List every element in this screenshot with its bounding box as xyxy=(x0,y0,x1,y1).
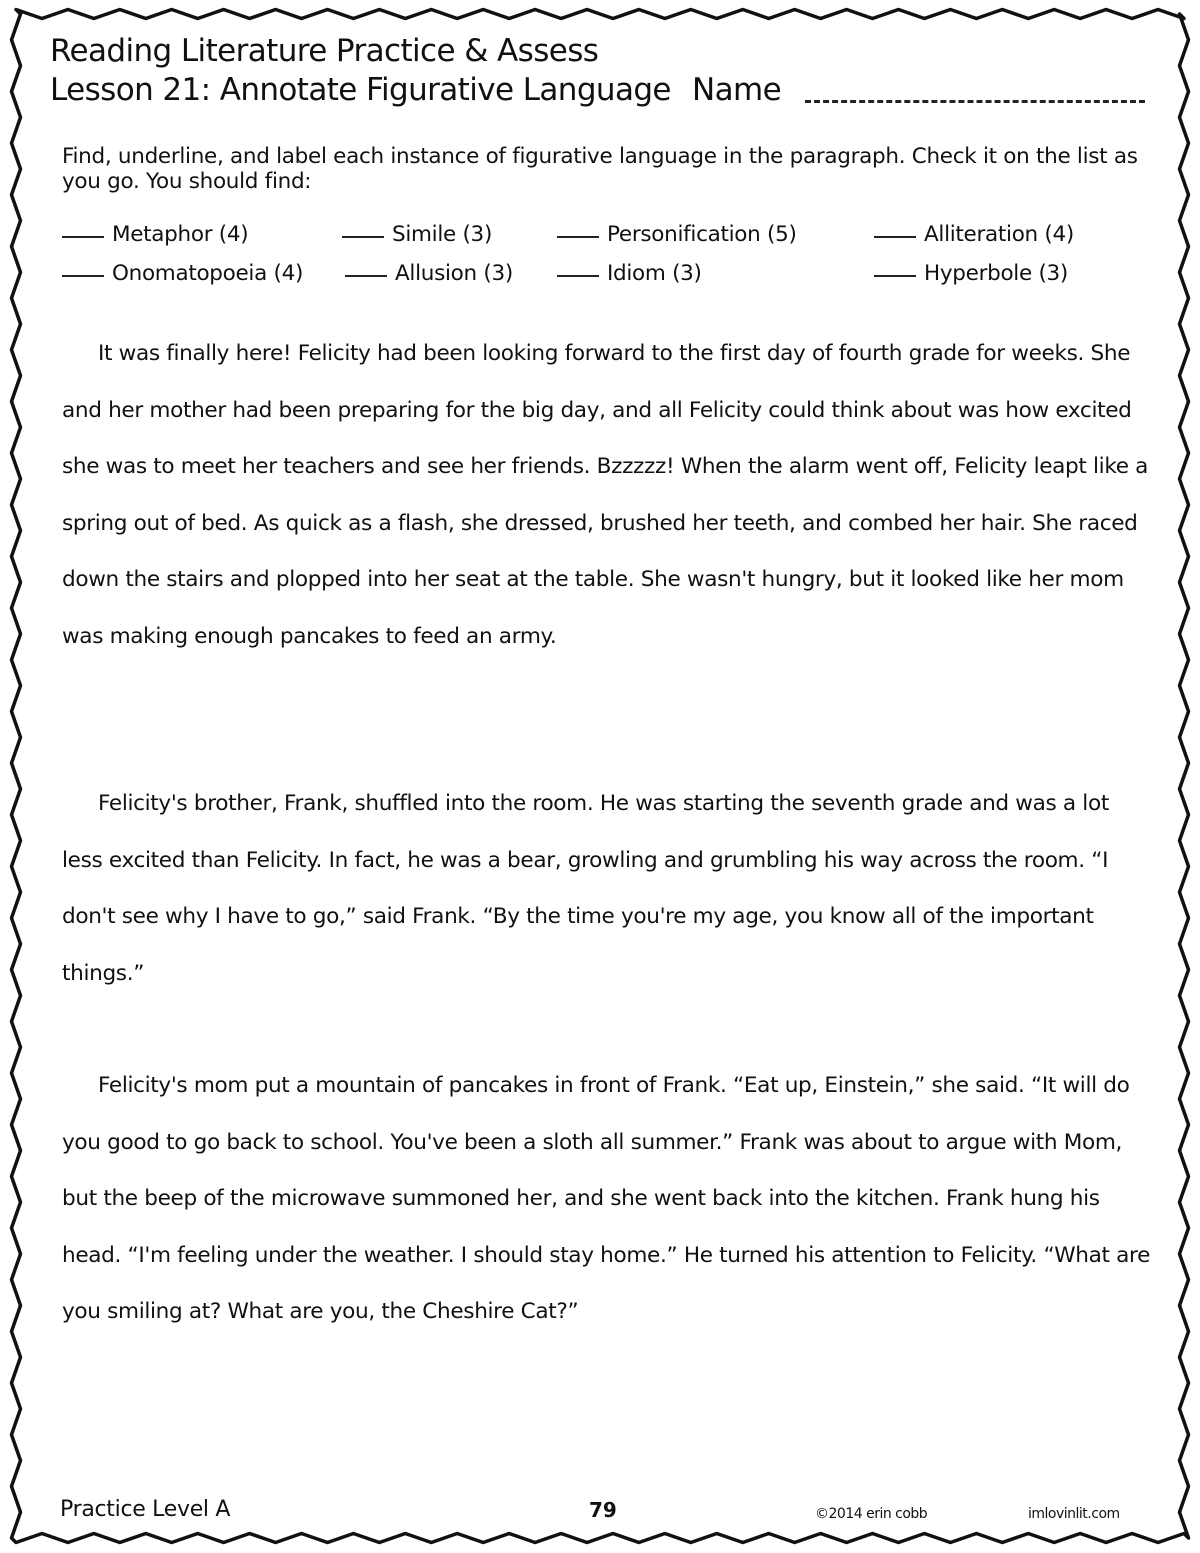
story-paragraph: Felicity's mom put a mountain of pancakes in front of Frank. “Eat up, Einstein,” she said. “It will do you good to go back to school. You've been a sloth all summer.” Frank was about to argue with Mom, but the beep of the microwave summoned her, and she went back into the kitchen. Frank hung his head. “I'm feeling under the weather. I should stay home.” He turned his attention to Felicity. “What are you smiling at? What are you, the Cheshire Cat?” xyxy=(62,1073,1151,1324)
lesson-title-line2: Lesson 21: Annotate Figurative Language xyxy=(50,72,671,108)
checklist-item-personification[interactable] xyxy=(557,221,797,249)
copyright-notice: ©2014 erin cobb xyxy=(815,1506,928,1522)
check-blank[interactable] xyxy=(62,236,104,238)
checklist-label: Allusion (3) xyxy=(395,261,513,286)
checklist-label: Metaphor (4) xyxy=(112,222,249,247)
checklist-label: Simile (3) xyxy=(392,222,493,247)
check-blank[interactable] xyxy=(557,275,599,277)
check-blank[interactable] xyxy=(874,275,916,277)
story-paragraph: Felicity's brother, Frank, shuffled into the room. He was starting the seventh grade and was a lot less excited than Felicity. In fact, he was a bear, growling and grumbling his way across the room. “I don't see why I have to go,” said Frank. “By the time you're my age, you know all of the important things.” xyxy=(62,791,1109,986)
check-blank[interactable] xyxy=(62,275,104,277)
checklist-label: Hyperbole (3) xyxy=(924,261,1068,286)
checklist-item-allusion[interactable] xyxy=(345,260,513,288)
check-blank[interactable] xyxy=(557,236,599,238)
checklist-label: Onomatopoeia (4) xyxy=(112,261,304,286)
website-credit: imlovinlit.com xyxy=(1028,1506,1120,1522)
instructions-text: Find, underline, and label each instance of figurative language in the paragraph. Check it on the list as you go. You should find: xyxy=(62,144,1138,194)
check-blank[interactable] xyxy=(342,236,384,238)
checklist-label: Personification (5) xyxy=(607,222,797,247)
name-blank-line[interactable] xyxy=(805,100,1145,103)
checklist-item-onomatopoeia[interactable] xyxy=(62,260,303,288)
checklist-label: Idiom (3) xyxy=(607,261,702,286)
checklist-label: Alliteration (4) xyxy=(924,222,1074,247)
check-blank[interactable] xyxy=(345,275,387,277)
checklist-item-alliteration[interactable] xyxy=(874,221,1074,249)
check-blank[interactable] xyxy=(874,236,916,238)
checklist-item-hyperbole[interactable] xyxy=(874,260,1068,288)
name-label: Name xyxy=(692,72,782,108)
checklist-item-simile[interactable] xyxy=(342,221,492,249)
checklist-item-metaphor[interactable] xyxy=(62,221,248,249)
page-number: 79 xyxy=(589,1498,617,1522)
checklist-item-idiom[interactable] xyxy=(557,260,702,288)
lesson-title-line1: Reading Literature Practice & Assess xyxy=(50,33,599,69)
story-paragraph: It was finally here! Felicity had been looking forward to the first day of fourth grade for weeks. She and her mother had been preparing for the big day, and all Felicity could think about was how excited she was to meet her teachers and see her friends. Bzzzzz! When the alarm went off, Felicity leapt like a spring out of bed. As quick as a flash, she dressed, brushed her teeth, and combed her hair. She raced down the stairs and plopped into her seat at the table. She wasn't hungry, but it looked like her mom was making enough pancakes to feed an army. xyxy=(62,341,1149,649)
practice-level-label: Practice Level A xyxy=(60,1497,231,1522)
